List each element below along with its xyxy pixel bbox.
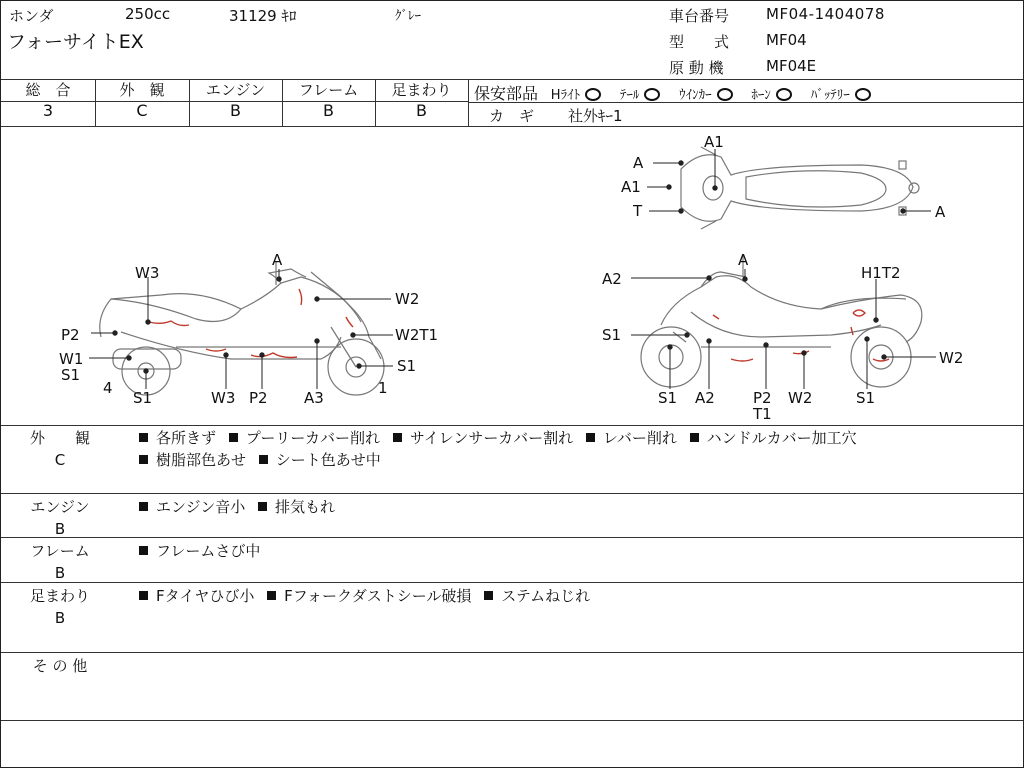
divider: [1, 537, 1023, 538]
diagram-label: S1: [397, 357, 417, 375]
diagram-label: A1: [704, 133, 724, 151]
remark-category-grade: C: [54, 451, 66, 469]
divider: [468, 79, 469, 126]
diagram-label: H1T2: [861, 264, 901, 282]
safety-item-headlight: Hﾗｲﾄ: [550, 88, 581, 103]
safety-item-battery: ﾊﾞｯﾃﾘｰ: [810, 88, 850, 103]
bullet-square-icon: [586, 433, 595, 442]
grade-label: 総 合: [25, 81, 71, 99]
grade-frame: [282, 80, 375, 122]
frame-no: MF04-1404078: [766, 5, 885, 23]
grade-overall: [1, 80, 95, 122]
safety-title: 保安部品: [474, 84, 539, 103]
ok-circle-icon: [776, 88, 792, 101]
damage-mark: [713, 315, 719, 319]
remark-item: ハンドルカバー加工穴: [706, 429, 857, 447]
diagram-label: S1: [856, 389, 876, 407]
type-value: MF04: [766, 31, 807, 49]
remark-notes-suspension: [139, 585, 590, 607]
bullet-square-icon: [690, 433, 699, 442]
grade-value: B: [323, 101, 334, 120]
damage-mark: [149, 321, 189, 326]
remark-category-label: 外 観: [29, 429, 90, 447]
remark-item: シート色あせ中: [275, 451, 381, 469]
frame-no-label: 車台番号: [669, 7, 730, 25]
diagram-label: A: [935, 203, 946, 221]
diagram-label: P2: [753, 389, 772, 407]
remark-notes-frame: [139, 540, 260, 562]
remark-category-grade: B: [54, 564, 66, 582]
divider: [1, 493, 1023, 494]
diagram-label: W2T1: [395, 326, 439, 344]
remark-line: [139, 540, 260, 562]
safety-parts-row: [474, 81, 875, 104]
remark-category-grade: B: [54, 520, 66, 538]
diagram-label: A: [633, 154, 644, 172]
diagram-label: A: [738, 251, 749, 269]
diagram-label: 1: [378, 379, 388, 397]
damage-mark: [853, 310, 865, 316]
grade-value: B: [230, 101, 241, 120]
grade-suspension: [375, 80, 468, 122]
remark-item: レバー削れ: [602, 429, 677, 447]
engine-label: 原 動 機: [669, 59, 724, 77]
remark-line: [139, 427, 857, 449]
remark-item: プーリーカバー削れ: [245, 429, 381, 447]
remark-notes-engine: [139, 496, 335, 518]
bullet-square-icon: [393, 433, 402, 442]
damage-mark: [299, 289, 302, 305]
grade-value: 3: [42, 101, 54, 120]
remark-category-other: [1, 655, 119, 677]
damage-diagram: [1, 127, 1023, 425]
bullet-square-icon: [139, 455, 148, 464]
diagram-label: S1: [133, 389, 153, 407]
maker-name: ホンダ: [9, 7, 54, 25]
diagram-label: S1: [602, 326, 622, 344]
remark-item: ステムねじれ: [501, 587, 591, 605]
remark-line: [139, 585, 590, 607]
damage-marks: [149, 289, 889, 361]
safety-item-horn: ﾎｰﾝ: [751, 88, 771, 103]
diagram-label: P2: [249, 389, 268, 407]
diagram-label: T1: [753, 405, 772, 423]
diagram-label: W3: [211, 389, 236, 407]
bullet-square-icon: [229, 433, 238, 442]
diagram-label: A2: [602, 270, 622, 288]
ok-circle-icon: [855, 88, 871, 101]
bullet-square-icon: [139, 502, 148, 511]
grade-label: エンジン: [205, 81, 266, 99]
remark-category-appearance: [1, 427, 119, 471]
diagram-label: T: [633, 202, 643, 220]
diagram-label: S1: [61, 366, 81, 384]
divider: [1, 425, 1023, 426]
bullet-square-icon: [139, 591, 148, 600]
diagram-label: W2: [395, 290, 420, 308]
bullet-square-icon: [139, 546, 148, 555]
remark-item: 各所きず: [156, 429, 217, 447]
divider: [1, 582, 1023, 583]
bullet-square-icon: [259, 455, 268, 464]
remark-category-grade: B: [54, 609, 66, 627]
model-name: フォーサイトEX: [7, 31, 144, 53]
diagram-label: A3: [304, 389, 324, 407]
bullet-square-icon: [267, 591, 276, 600]
remark-category-label: 足まわり: [29, 587, 90, 605]
bullet-square-icon: [484, 591, 493, 600]
remark-category-suspension: [1, 585, 119, 629]
remark-item: Fタイヤひび小: [156, 587, 255, 605]
key-label: カ ギ: [489, 107, 535, 125]
diagram-label: W1: [59, 350, 84, 368]
grade-label: 足まわり: [391, 81, 452, 99]
diagram-label: P2: [61, 326, 80, 344]
remark-category-label: そ の 他: [32, 657, 88, 675]
remark-item: フレームさび中: [156, 542, 261, 560]
damage-mark: [731, 359, 753, 361]
grade-engine: [189, 80, 282, 122]
bullet-square-icon: [139, 433, 148, 442]
grade-label: フレーム: [298, 81, 359, 99]
diagram-label: W2: [788, 389, 813, 407]
damage-mark: [251, 353, 297, 358]
ok-circle-icon: [585, 88, 601, 101]
engine-value: MF04E: [766, 57, 817, 75]
damage-mark: [206, 349, 226, 351]
diagram-label: 4: [103, 379, 113, 397]
diagram-label: W2: [939, 349, 964, 367]
diagram-label: A1: [621, 178, 641, 196]
grade-label: 外 観: [119, 81, 165, 99]
type-label: 型 式: [669, 33, 730, 51]
remark-item: Fフォークダストシール破損: [284, 587, 472, 605]
damage-mark: [873, 359, 889, 361]
diagram-label: W3: [135, 264, 160, 282]
diagram-label: S1: [658, 389, 678, 407]
diagram-label: A: [272, 251, 283, 269]
divider: [1, 652, 1023, 653]
grade-appearance: [95, 80, 189, 122]
damage-mark: [346, 317, 353, 327]
body-color: ｸﾞﾚｰ: [395, 9, 421, 24]
safety-item-tail: ﾃｰﾙ: [619, 88, 640, 103]
mileage: 31129 ｷﾛ: [229, 7, 297, 25]
damage-mark: [851, 327, 853, 335]
remark-item: 樹脂部色あせ: [156, 451, 247, 469]
grade-value: B: [416, 101, 427, 120]
ok-circle-icon: [717, 88, 733, 101]
safety-item-winker: ｳｲﾝｶｰ: [679, 88, 712, 103]
remark-category-frame: [1, 540, 119, 584]
remark-line: [139, 449, 857, 471]
grade-value: C: [136, 101, 148, 120]
diagram-label: A2: [695, 389, 715, 407]
remark-item: エンジン音小: [156, 498, 246, 516]
leader-lines: [89, 149, 936, 389]
remark-category-label: フレーム: [30, 542, 90, 560]
remark-line: [139, 496, 335, 518]
remark-category-engine: [1, 496, 119, 540]
key-value: 社外ｷｰ1: [568, 107, 623, 125]
remark-item: サイレンサーカバー割れ: [409, 429, 574, 447]
remark-notes-appearance: [139, 427, 857, 471]
displacement: 250cc: [125, 5, 171, 23]
bullet-square-icon: [258, 502, 267, 511]
remark-category-label: エンジン: [30, 498, 90, 516]
ok-circle-icon: [644, 88, 660, 101]
divider: [1, 720, 1023, 721]
remark-item: 排気もれ: [275, 498, 336, 516]
